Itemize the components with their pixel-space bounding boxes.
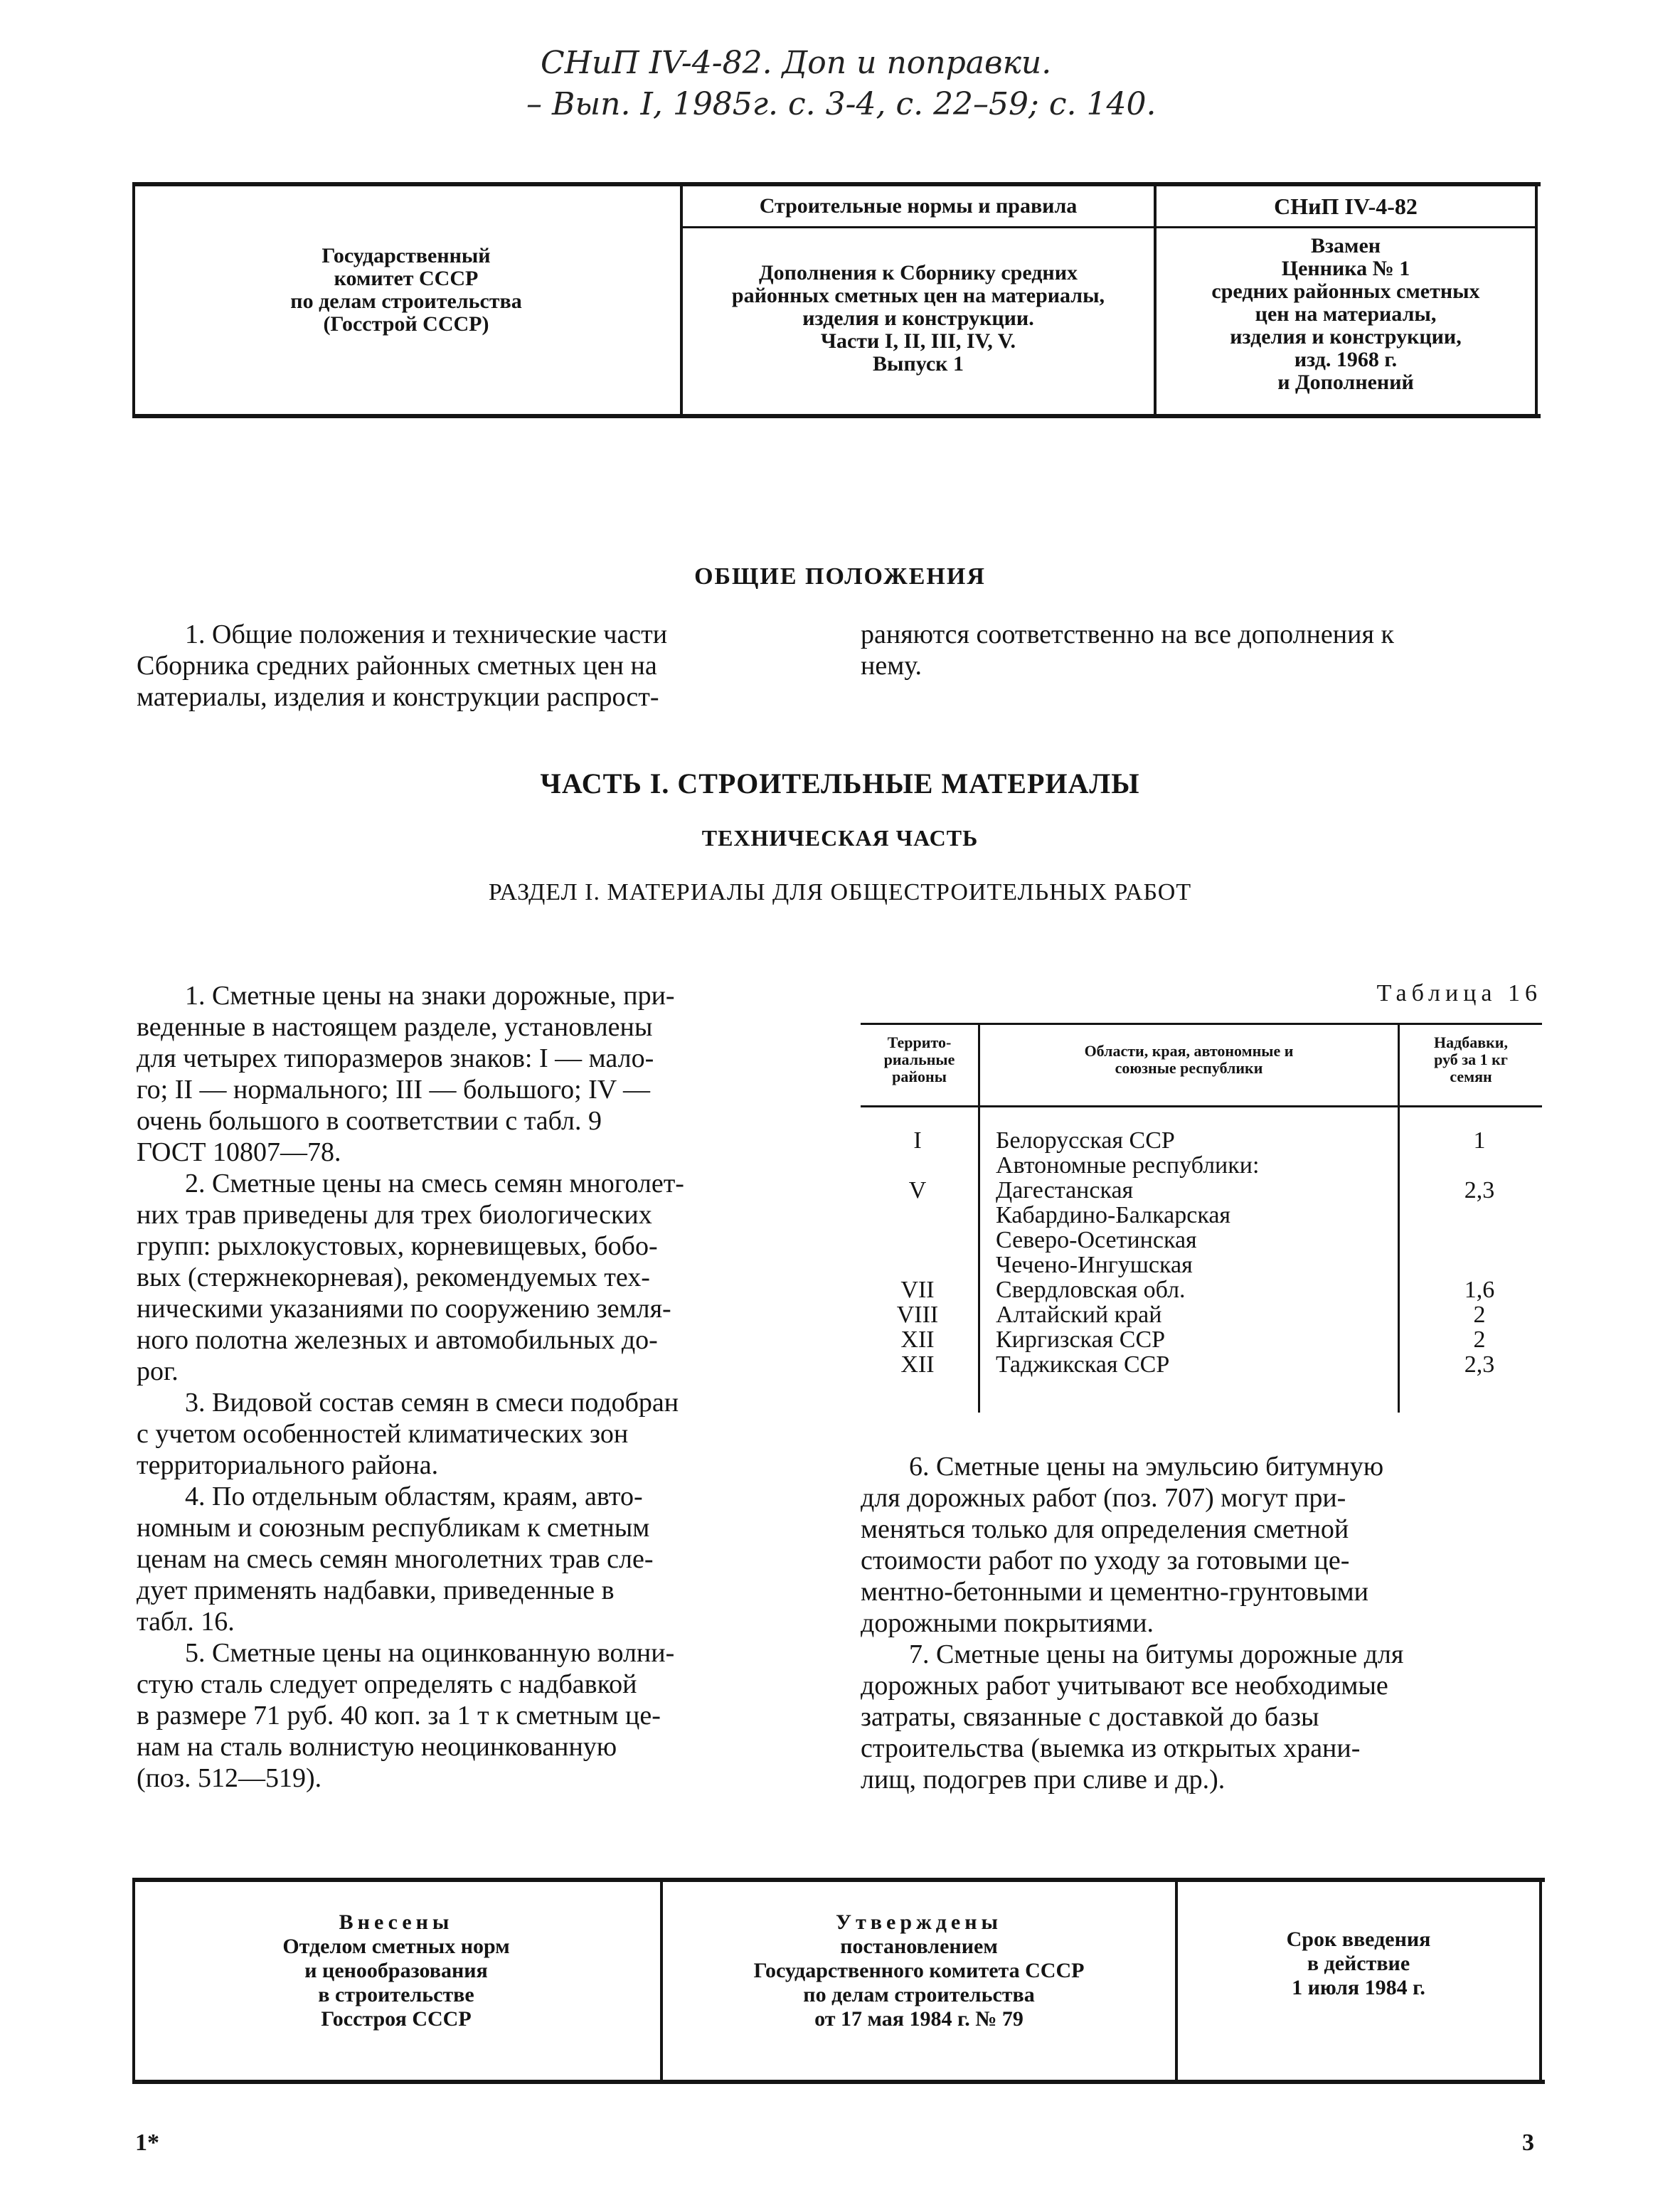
text-line: 7. Сметные цены на битумы дорожные для bbox=[909, 1639, 1404, 1669]
cell-area: Автономные республики: bbox=[996, 1152, 1260, 1179]
text-line: Сборника средних районных сметных цен на bbox=[137, 651, 657, 681]
header-doc-title bbox=[683, 262, 1154, 376]
table-row bbox=[861, 1302, 1542, 1327]
text-line: 3. Видовой состав семян в смеси подобран bbox=[185, 1388, 679, 1418]
page-number: 3 bbox=[1522, 2130, 1534, 2156]
text-line: затраты, связанные с доставкой до базы bbox=[861, 1702, 1319, 1732]
text-line: строительства (выемка из открытых храни- bbox=[861, 1733, 1361, 1763]
text-line: номным и союзным республикам к сметным bbox=[137, 1513, 650, 1543]
text-line: ГОСТ 10807—78. bbox=[137, 1137, 341, 1167]
handwritten-note bbox=[526, 43, 1394, 125]
text-line: 5. Сметные цены на оцинкованную волни- bbox=[185, 1638, 675, 1668]
footer-approved bbox=[663, 1910, 1175, 2031]
header-border-right bbox=[1535, 186, 1538, 414]
footer-effective-date bbox=[1178, 1928, 1539, 2000]
header-table bbox=[132, 182, 1541, 418]
text-line: 2. Сметные цены на смесь семян многолет- bbox=[185, 1169, 684, 1198]
effective-line: в действие bbox=[1307, 1952, 1410, 1975]
general-col2 bbox=[861, 619, 1543, 681]
text-line: 4. По отдельным областям, краям, авто- bbox=[185, 1482, 643, 1511]
section-title: РАЗДЕЛ I. МАТЕРИАЛЫ ДЛЯ ОБЩЕСТРОИТЕЛЬНЫХ РАБОТ bbox=[488, 879, 1192, 905]
cell-area: Чечено-Ингушская bbox=[996, 1252, 1193, 1278]
table-row bbox=[861, 1153, 1542, 1178]
footer-table bbox=[132, 1878, 1545, 2084]
text-line: территориального района. bbox=[137, 1450, 439, 1480]
text-line: дует применять надбавки, приведенные в bbox=[137, 1575, 615, 1605]
text-line: раняются соответственно на все дополнения к bbox=[861, 620, 1394, 649]
table16-header-rule bbox=[861, 1105, 1542, 1107]
cell-area: Северо-Осетинская bbox=[996, 1227, 1197, 1253]
replaces-line: изделия и конструкции, bbox=[1230, 325, 1462, 349]
text-line: вых (стержнекорневая), рекомендуемых тех- bbox=[137, 1262, 650, 1292]
table-row bbox=[861, 1228, 1542, 1253]
text-line: дорожными покрытиями. bbox=[861, 1608, 1154, 1638]
header-doc-type: Строительные нормы и правила bbox=[759, 194, 1078, 218]
cell-area: Кабардино-Балкарская bbox=[996, 1202, 1231, 1228]
text-line: для четырех типоразмеров знаков: I — мало- bbox=[137, 1043, 654, 1073]
approved-line: Государственного комитета СССР bbox=[753, 1959, 1085, 1982]
cell-region: VII bbox=[900, 1277, 935, 1303]
table-row bbox=[861, 1253, 1542, 1277]
header-doc-code: СНиП IV-4-82 bbox=[1274, 193, 1418, 219]
text-line: меняться только для определения сметной bbox=[861, 1514, 1349, 1544]
effective-line: 1 июля 1984 г. bbox=[1292, 1976, 1425, 1999]
cell-surcharge: 2 bbox=[1473, 1302, 1486, 1328]
header-replaces bbox=[1157, 235, 1535, 394]
submitted-line: Отделом сметных норм bbox=[282, 1935, 510, 1958]
cell-region: XII bbox=[900, 1327, 935, 1353]
table16-top-rule bbox=[861, 1023, 1542, 1025]
text-line: 1. Сметные цены на знаки дорожные, при- bbox=[185, 981, 675, 1011]
text-line: ценам на смесь семян многолетних трав сле- bbox=[137, 1544, 654, 1574]
doc-title-line: Части I, II, III, IV, V. bbox=[820, 329, 1016, 353]
cell-area: Алтайский край bbox=[996, 1302, 1162, 1328]
cell-area: Дагестанская bbox=[996, 1177, 1134, 1203]
table-row bbox=[861, 1327, 1542, 1352]
text-line: 1. Общие положения и технические части bbox=[185, 620, 668, 649]
text-line: нам на сталь волнистую неоцинкованную bbox=[137, 1732, 617, 1762]
approved-line: постановлением bbox=[840, 1935, 998, 1958]
text-line: в размере 71 руб. 40 коп. за 1 т к сметным це- bbox=[137, 1701, 661, 1731]
footer-submitted bbox=[132, 1910, 660, 2031]
table-row bbox=[861, 1352, 1542, 1377]
text-line: групп: рыхлокустовых, корневищевых, бобо- bbox=[137, 1231, 658, 1261]
table16-caption: Таблица 16 bbox=[1376, 980, 1542, 1006]
cell-region: I bbox=[913, 1127, 922, 1154]
text-line: го; II — нормального; III — большого; IV — bbox=[137, 1075, 651, 1105]
cell-region: VIII bbox=[896, 1302, 939, 1328]
approved-line: от 17 мая 1984 г. № 79 bbox=[814, 2007, 1024, 2031]
footer-border-right bbox=[1539, 1882, 1542, 2080]
doc-title-line: изделия и конструкции. bbox=[802, 307, 1034, 330]
submitted-title: Внесены bbox=[339, 1910, 454, 1934]
replaces-line: цен на материалы, bbox=[1255, 302, 1437, 326]
approved-title: Утверждены bbox=[836, 1910, 1002, 1934]
issuer-line: (Госстрой СССР) bbox=[323, 312, 489, 336]
part-title: ЧАСТЬ I. СТРОИТЕЛЬНЫЕ МАТЕРИАЛЫ bbox=[540, 767, 1140, 799]
signature-mark: 1* bbox=[135, 2130, 159, 2156]
table-row bbox=[861, 1128, 1542, 1153]
table-row bbox=[861, 1203, 1542, 1228]
text-line: стоимости работ по уходу за готовыми це- bbox=[861, 1546, 1350, 1575]
part-subtitle: ТЕХНИЧЕСКАЯ ЧАСТЬ bbox=[701, 825, 979, 851]
cell-surcharge: 2,3 bbox=[1464, 1351, 1495, 1378]
cell-region: V bbox=[908, 1177, 927, 1203]
general-col1 bbox=[137, 619, 819, 713]
text-line: с учетом особенностей климатических зон bbox=[137, 1419, 629, 1449]
replaces-line: средних районных сметных bbox=[1211, 280, 1480, 303]
cell-surcharge: 2 bbox=[1473, 1327, 1486, 1353]
cell-area: Свердловская обл. bbox=[996, 1277, 1186, 1303]
text-line: табл. 16. bbox=[137, 1607, 235, 1637]
cell-area: Киргизская ССР bbox=[996, 1327, 1166, 1353]
cell-surcharge: 1 bbox=[1473, 1127, 1486, 1154]
right-column bbox=[861, 1451, 1542, 1795]
handwritten-note-line2: – Вып. I, 1985г. с. 3-4, с. 22–59; с. 140. bbox=[526, 86, 1157, 122]
issuer-line: комитет СССР bbox=[334, 267, 479, 290]
table16-header-surcharge: Надбавки, руб за 1 кг семян bbox=[1434, 1033, 1508, 1085]
text-line: дорожных работ учитывают все необходимые bbox=[861, 1671, 1388, 1701]
doc-title-line: Дополнения к Сборнику средних bbox=[759, 261, 1078, 285]
text-line: них трав приведены для трех биологических bbox=[137, 1200, 652, 1230]
text-line: стую сталь следует определять с надбавкой bbox=[137, 1669, 637, 1699]
text-line: ного полотна железных и автомобильных до- bbox=[137, 1325, 658, 1355]
submitted-line: Госстроя СССР bbox=[321, 2007, 472, 2031]
text-line: материалы, изделия и конструкции распрост- bbox=[137, 682, 659, 712]
cell-region: XII bbox=[900, 1351, 935, 1378]
header-title-rule bbox=[680, 226, 1535, 228]
submitted-line: в строительстве bbox=[318, 1983, 474, 2006]
table16-header-area: Области, края, автономные и союзные республики bbox=[1084, 1042, 1294, 1077]
approved-line: по делам строительства bbox=[803, 1983, 1035, 2006]
replaces-line: и Дополнений bbox=[1277, 371, 1414, 394]
cell-surcharge: 2,3 bbox=[1464, 1177, 1495, 1203]
text-line: 6. Сметные цены на эмульсию битумную bbox=[909, 1452, 1384, 1482]
text-line: рог. bbox=[137, 1356, 179, 1386]
table16-header-region: Террито- риальные районы bbox=[883, 1033, 955, 1085]
doc-title-line: Выпуск 1 bbox=[873, 352, 964, 376]
replaces-line: изд. 1968 г. bbox=[1294, 348, 1398, 371]
cell-surcharge: 1,6 bbox=[1464, 1277, 1495, 1303]
text-line: (поз. 512—519). bbox=[137, 1763, 322, 1793]
text-line: веденные в настоящем разделе, установлены bbox=[137, 1012, 653, 1042]
text-line: для дорожных работ (поз. 707) могут при- bbox=[861, 1483, 1346, 1513]
cell-area: Таджикская ССР bbox=[996, 1351, 1170, 1378]
doc-title-line: районных сметных цен на материалы, bbox=[731, 284, 1105, 307]
text-line: ментно-бетонными и цементно-грунтовыми bbox=[861, 1577, 1369, 1607]
table16 bbox=[861, 1023, 1542, 1413]
general-heading: ОБЩИЕ ПОЛОЖЕНИЯ bbox=[694, 563, 986, 590]
header-issuer bbox=[132, 245, 680, 336]
replaces-line: Ценника № 1 bbox=[1281, 257, 1410, 280]
effective-line: Срок введения bbox=[1286, 1928, 1431, 1951]
table-row bbox=[861, 1277, 1542, 1302]
submitted-line: и ценообразования bbox=[304, 1959, 488, 1982]
text-line: ническими указаниями по сооружению земля- bbox=[137, 1294, 671, 1324]
cell-area: Белорусская ССР bbox=[996, 1127, 1175, 1154]
text-line: нему. bbox=[861, 651, 922, 681]
issuer-line: Государственный bbox=[321, 244, 491, 267]
left-column bbox=[137, 980, 819, 1794]
table-row bbox=[861, 1178, 1542, 1203]
issuer-line: по делам строительства bbox=[290, 289, 522, 313]
handwritten-note-line1: СНиП IV-4-82. Доп и поправки. bbox=[541, 45, 1052, 81]
text-line: лищ, подогрев при сливе и др.). bbox=[861, 1765, 1226, 1795]
replaces-line: Взамен bbox=[1310, 234, 1381, 257]
text-line: очень большого в соответствии с табл. 9 bbox=[137, 1106, 602, 1136]
